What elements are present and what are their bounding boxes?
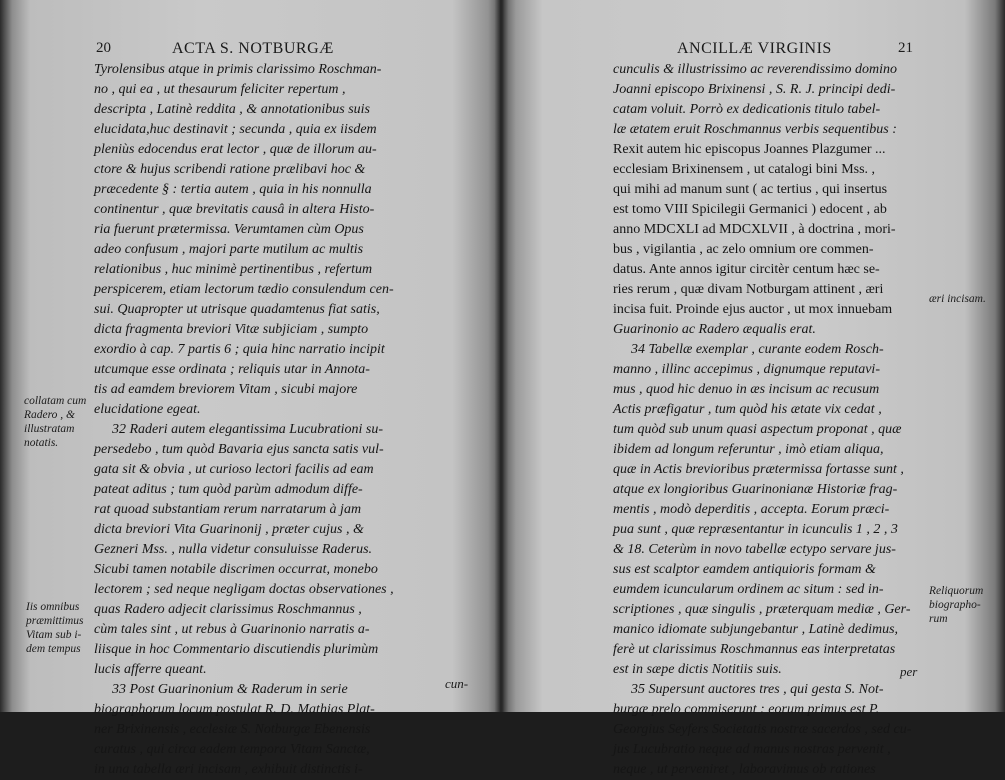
text-line: 35 Supersunt auctores tres , qui gesta S. Not- — [631, 682, 884, 697]
right-page — [505, 0, 1005, 777]
text-line: gata sit & obvia , ut curioso lectori facilis ad eam — [94, 462, 374, 477]
text-line: pleniùs edocendus erat lector , quæ de illorum au- — [94, 142, 377, 157]
right-margin-note-1: æri incisam. — [929, 293, 986, 305]
left-page — [0, 0, 495, 777]
text-line: jus Lucubratio neque ad manus nostras pervenit , — [613, 742, 891, 757]
right-text-column — [613, 60, 928, 780]
text-line: continentur , quæ brevitatis causâ in altera Histo- — [94, 202, 375, 217]
text-line: ibidem ad longum referuntur , imò etiam aliqua, — [613, 442, 884, 457]
text-line: anno MDCXLI ad MDCXLVII , à doctrina , mori- — [613, 222, 896, 237]
text-line: Rexit autem hic episcopus Joannes Plazgumer ... — [613, 142, 886, 157]
text-line: lucis afferre queant. — [94, 662, 207, 677]
text-line: elucidatione egeat. — [94, 402, 201, 417]
text-line: ctore & hujus scribendi ratione prælibavi hoc & — [94, 162, 366, 177]
text-line: elucidata,huc destinavit ; secunda , quia ex iisdem — [94, 122, 377, 137]
text-line: sus est scalptor eamdem antiquioris formam & — [613, 562, 876, 577]
text-line: est tomo VIII Spicilegii Germanici ) edocent , ab — [613, 202, 887, 217]
text-line: 34 Tabellæ exemplar , curante eodem Rosch- — [631, 342, 884, 357]
text-line: pateat aditus ; tum quòd parùm admodum diffe- — [94, 482, 363, 497]
text-line: dicta fragmenta breviori Vitæ subjiciam , sumpto — [94, 322, 369, 337]
text-line: tis ad eamdem breviorem Vitam , sicubi majore — [94, 382, 358, 397]
left-page-number: 20 — [96, 40, 111, 56]
text-line: persedebo , tum quòd Bavaria ejus sancta satis vul- — [94, 442, 384, 457]
text-line: in una tabella æri incisam , exhibuit distinctis i- — [94, 762, 363, 777]
text-line: incisa fuit. Proinde ejus auctor , ut mox innuebam — [613, 302, 893, 317]
text-line: quas Radero adjecit clarissimus Roschmannus , — [94, 602, 362, 617]
text-line: curatus , qui circa eadem tempora Vitam Sanctæ, — [94, 742, 370, 757]
text-line: liisque in hoc Commentario discutiendis plurimùm — [94, 642, 379, 657]
text-line: 33 Post Guarinonium & Raderum in serie — [112, 682, 348, 697]
right-page-number: 21 — [898, 40, 913, 56]
text-line: ecclesiam Brixinensem , ut catalogi bini Mss. , — [613, 162, 876, 177]
text-line: exordio à cap. 7 partis 6 ; quia hinc narratio incipit — [94, 342, 385, 357]
left-catchword: cun- — [445, 676, 469, 691]
text-line: Sicubi tamen notabile discrimen occurrat, monebo — [94, 562, 378, 577]
text-line: neque , ut perveniret , laboravimus ob rationes — [613, 762, 876, 777]
text-line: adeo confusum , majori parte mutilum ac multis — [94, 242, 364, 257]
text-line: sui. Quapropter ut utrisque quadamtenus fiat satis, — [94, 302, 380, 317]
text-line: Actis præfigatur , tum quòd his ætate vix cedat , — [613, 402, 882, 417]
text-line: atque ex longioribus Guarinonianæ Historiæ frag- — [613, 482, 898, 497]
text-line: utcumque esse ordinata ; reliquis utar in Annota- — [94, 362, 370, 377]
text-line: lectorem ; sed neque negligam doctas observationes , — [94, 582, 394, 597]
text-line: cunculis & illustrissimo ac reverendissimo domino — [613, 62, 897, 77]
text-line: ria fuerunt prætermissa. Verumtamen cùm Opus — [94, 222, 364, 237]
text-line: mus , quod hic denuo in æs incisum ac recusum — [613, 382, 880, 397]
text-line: dicta breviori Vita Guarinonij , præter cujus , & — [94, 522, 364, 537]
text-line: præcedente § : tertia autem , quia in his nonnulla — [94, 182, 372, 197]
text-line: no , qui ea , ut thesaurum feliciter repertum , — [94, 82, 346, 97]
text-line: relationibus , huc minimè pertinentibus , refertum — [94, 262, 373, 277]
left-margin-note-1: collatam cum Radero , & illustratam notatis. — [24, 395, 87, 449]
text-line: manno , illinc accepimus , dignumque reputavi- — [613, 362, 880, 377]
text-line: pua sunt , quæ repræsentantur in icunculis 1 , 2 , 3 — [613, 522, 898, 537]
text-line: bus , vigilantia , ac zelo omnium ore commen- — [613, 242, 874, 257]
text-line: perspicerem, etiam lectorum tædio consulendum cen- — [94, 282, 394, 297]
text-line: 32 Raderi autem elegantissima Lucubrationi su- — [112, 422, 384, 437]
text-line: cùm tales sint , ut rebus à Guarinonio narratis a- — [94, 622, 370, 637]
text-line: læ ætatem eruit Roschmannus verbis sequentibus : — [613, 122, 897, 137]
text-line: ries rerum , quæ divam Notburgam attinent , æri — [613, 282, 884, 297]
text-line: scriptiones , quæ singulis , præterquam mediæ , Ger- — [613, 602, 911, 617]
text-line: catam voluit. Porrò ex dedicationis titulo tabel- — [613, 102, 881, 117]
text-line: tum quòd sub unum quasi aspectum proponat , quæ — [613, 422, 902, 437]
text-line: biographorum locum postulat R. D. Mathias Plat- — [94, 702, 375, 717]
text-line: qui mihi ad manum sunt ( ac tertius , qui insertus — [613, 182, 888, 197]
text-line: Guarinonio ac Radero æqualis erat. — [613, 322, 816, 337]
text-line: descripta , Latinè reddita , & annotationibus suis — [94, 102, 370, 117]
text-line: Gezneri Mss. , nulla videtur consuluisse Raderus. — [94, 542, 373, 557]
right-catchword: per — [900, 664, 918, 679]
text-line: ner Brixinensis , ecclesiæ S. Notburgæ Ebenensis — [94, 722, 371, 737]
right-margin-note-2: Reliquorum biographo-rum — [929, 585, 984, 625]
left-text-column — [94, 60, 479, 780]
left-margin-note-2: Iis omnibus præmittimus Vitam sub i-dem tempus — [26, 601, 84, 655]
text-line: datus. Ante annos igitur circitèr centum hæc se- — [613, 262, 880, 277]
text-line: & 18. Ceterùm in novo tabellæ ectypo servare jus- — [613, 542, 896, 557]
text-line: Georgius Seyfers Societatis nostræ sacerdos , sed cu- — [613, 722, 912, 737]
text-line: est in sæpe dictis Notitiis suis. — [613, 662, 782, 677]
text-line: Joanni episcopo Brixinensi , S. R. J. principi dedi- — [613, 82, 896, 97]
right-running-head: ANCILLÆ VIRGINIS — [677, 40, 832, 57]
text-line: eumdem icuncularum ordinem ac situm : sed in- — [613, 582, 884, 597]
text-line: ferè ut clarissimus Roschmannus eas interpretatas — [613, 642, 896, 657]
left-running-head: ACTA S. NOTBURGÆ — [172, 40, 334, 57]
text-line: quæ in Actis brevioribus prætermissa fortasse sunt , — [613, 462, 904, 477]
text-line: manico idiomate subjungebantur , Latinè dedimus, — [613, 622, 899, 637]
text-line: Tyrolensibus atque in primis clarissimo Roschman- — [94, 62, 382, 77]
text-line: burgæ prelo commiserunt : eorum primus est P. — [613, 702, 880, 717]
text-line: rat quoad substantiam rerum narratarum à jam — [94, 502, 362, 517]
text-line: mentis , modò deperditis , accepta. Eorum præci- — [613, 502, 890, 517]
